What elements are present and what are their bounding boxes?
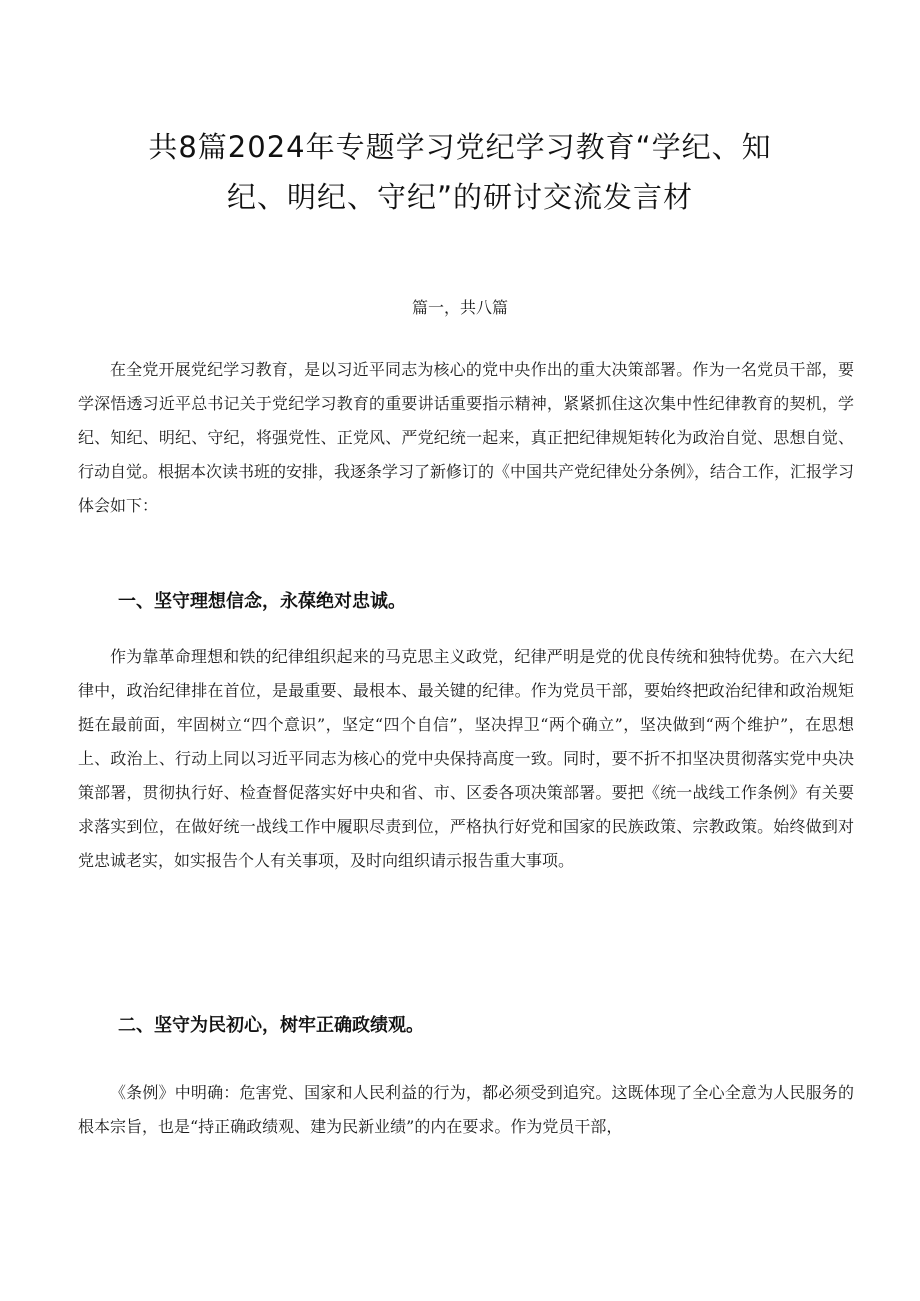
section-subtitle: 篇一，共八篇	[411, 298, 508, 317]
title-line-2: 纪、明纪、守纪”的研讨交流发言材	[226, 180, 694, 214]
title-line-1: 共8篇2024年专题学习党纪学习教育“学纪、知	[148, 130, 772, 164]
intro-paragraph: 在全党开展党纪学习教育，是以习近平同志为核心的党中央作出的重大决策部署。作为一名党员干部，要学深悟透习近平总书记关于党纪学习教育的重要讲话重要指示精神，紧紧抓住这次集中性纪律教育的契机，学纪、知纪、明纪、守纪，将强党性、正党风、严党纪统一起来，真正把纪律规矩转化为政治自觉、思想自觉、行动自觉。根据本次读书班的安排，我逐条学习了新修订的《中国共产党纪律处分条例》，结合工作，汇报学习体会如下：	[78, 360, 855, 515]
document-title	[110, 122, 810, 222]
section-heading-2: 二、坚守为民初心，树牢正确政绩观。	[118, 1015, 424, 1036]
section-1-paragraph: 作为靠革命理想和铁的纪律组织起来的马克思主义政党，纪律严明是党的优良传统和独特优势。在六大纪律中，政治纪律排在首位，是最重要、最根本、最关键的纪律。作为党员干部，要始终把政治纪律和政治规矩挺在最前面，牢固树立“四个意识”，坚定“四个自信”，坚决捍卫“两个确立”，坚决做到“两个维护”，在思想上、政治上、行动上同以习近平同志为核心的党中央保持高度一致。同时，要不折不扣坚决贯彻落实党中央决策部署，贯彻执行好、检查督促落实好中央和省、市、区委各项决策部署。要把《统一战线工作条例》有关要求落实到位，在做好统一战线工作中履职尽责到位，严格执行好党和国家的民族政策、宗教政策。始终做到对党忠诚老实，如实报告个人有关事项，及时向组织请示报告重大事项。	[78, 647, 854, 870]
section-2-paragraph: 《条例》中明确：危害党、国家和人民利益的行为，都必须受到追究。这既体现了全心全意为人民服务的根本宗旨，也是“持正确政绩观、建为民新业绩”的内在要求。作为党员干部，	[78, 1083, 854, 1136]
section-heading-1: 一、坚守理想信念，永葆绝对忠诚。	[118, 591, 406, 612]
